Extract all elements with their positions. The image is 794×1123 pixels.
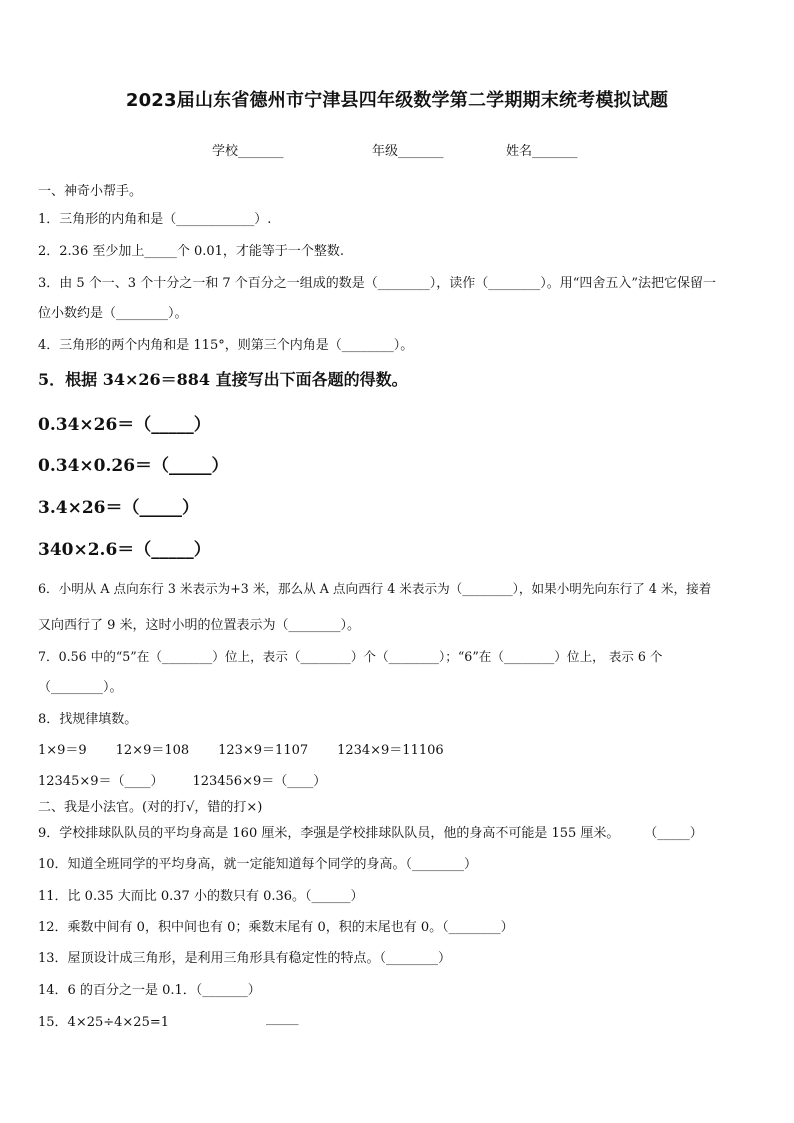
page-title: 2023届山东省德州市宁津县四年级数学第二学期期末统考模拟试题 [125,90,669,111]
question-11: 11．比 0.35 大而比 0.37 小的数只有 0.36。（______） [38,889,364,904]
question-3-line-1: 3．由 5 个一、3 个十分之一和 7 个百分之一组成的数是（________），读作（________）。用“四舍五入”法把它保留一 [38,276,717,291]
question-4: 4．三角形的两个内角和是 115°，则第三个内角是（________）。 [38,338,414,353]
question-5-heading: 5．根据 34×26＝884 直接写出下面各题的得数。 [38,370,408,389]
question-15-answer-blank[interactable]: _____ [266,1011,299,1026]
question-5-item-3: 3.4×26＝（_____） [38,498,199,518]
question-3-line-2: 位小数约是（________）。 [38,306,188,321]
question-8-row-1: 1×9＝9 12×9＝108 123×9＝1107 1234×9＝11106 [38,743,444,758]
question-6-line-2: 又向西行了 9 米，这时小明的位置表示为（________）。 [38,618,361,633]
section-2-heading: 二、我是小法官。(对的打√，错的打×) [38,800,263,815]
question-5-item-1: 0.34×26＝（_____） [38,415,211,435]
question-5-item-4: 340×2.6＝（_____） [38,540,211,560]
question-7-line-2: （________）。 [38,680,123,695]
question-13: 13．屋顶设计成三角形，是利用三角形具有稳定性的特点。（________） [38,951,452,966]
name-field[interactable]: 姓名_______ [506,144,578,159]
grade-field[interactable]: 年级_______ [372,144,444,159]
question-14: 14．6 的百分之一是 0.1．（_______） [38,983,261,998]
school-field[interactable]: 学校_______ [212,144,284,159]
question-2: 2．2.36 至少加上_____个 0.01，才能等于一个整数. [38,244,345,259]
question-7-line-1: 7．0.56 中的“5”在（________）位上，表示（________）个（________）；“6”在（________）位上， 表示 6 个 [38,649,663,664]
question-10: 10．知道全班同学的平均身高，就一定能知道每个同学的身高。（________） [38,857,478,872]
question-1: 1．三角形的内角和是（____________）. [38,212,272,227]
section-1-heading: 一、神奇小帮手。 [38,184,143,199]
question-8-heading: 8．找规律填数。 [38,712,138,727]
question-12: 12．乘数中间有 0，积中间也有 0；乘数末尾有 0，积的末尾也有 0。（________） [38,920,514,935]
question-8-row-2: 12345×9＝（____） 123456×9＝（____） [38,774,327,789]
question-9: 9．学校排球队队员的平均身高是 160 厘米，李强是学校排球队队员，他的身高不可能是 155 厘米。 （_____） [38,826,703,841]
question-15: 15．4×25÷4×25=1 [38,1015,170,1030]
question-6-line-1: 6．小明从 A 点向东行 3 米表示为+3 米，那么从 A 点向西行 4 米表示为（________），如果小明先向东行了 4 米，接着 [38,581,712,596]
question-5-item-2: 0.34×0.26＝（_____） [38,456,229,476]
